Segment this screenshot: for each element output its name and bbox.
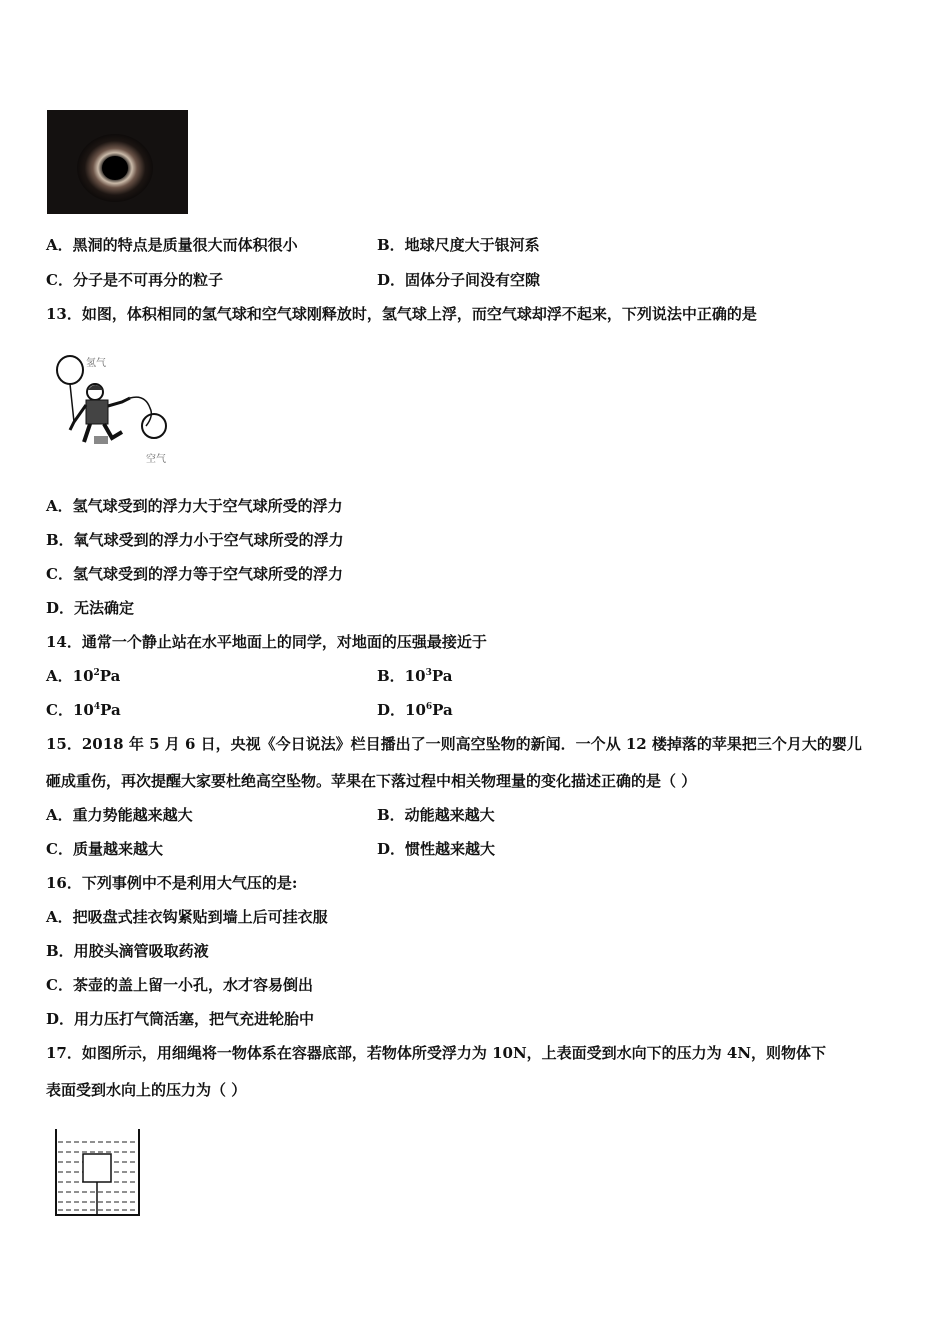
hydrogen-label: 氢气 [86,358,106,369]
q13-option-d: D．无法确定 [46,599,135,617]
q14-a-base: A．10 [46,667,94,685]
q14-a-exp: 2 [93,668,100,678]
q16-option-b: B．用胶头滴管吸取药液 [46,942,209,960]
q15-stem-line2: 砸成重伤，再次提醒大家要杜绝高空坠物。苹果在下落过程中相关物理量的变化描述正确的是（ ） [46,772,697,790]
q14-c-unit: Pa [100,701,121,719]
q15-option-c: C．质量越来越大 [46,840,163,858]
black-hole-image [47,110,188,214]
q16-stem: 16．下列事例中不是利用大气压的是: [46,874,298,892]
q14-b-exp: 3 [425,668,432,678]
q12-option-c: C．分子是不可再分的粒子 [46,271,223,289]
q14-c-exp: 4 [93,702,101,712]
q14-d-unit: Pa [432,701,453,719]
container-figure [55,1128,141,1218]
q12-option-b: B．地球尺度大于银河系 [377,236,540,254]
air-label: 空气 [146,454,166,465]
q13-option-a: A．氢气球受到的浮力大于空气球所受的浮力 [46,497,343,515]
q14-option-a [46,666,120,686]
q14-option-b [377,666,452,686]
q16-option-a: A．把吸盘式挂衣钩紧贴到墙上后可挂衣服 [46,908,328,926]
q14-b-unit: Pa [431,667,453,685]
q16-option-c: C．茶壶的盖上留一小孔，水才容易倒出 [46,976,313,994]
q14-d-base: D．10 [377,701,426,719]
q13-option-c: C．氢气球受到的浮力等于空气球所受的浮力 [46,565,343,583]
q14-a-unit: Pa [99,667,121,685]
q14-b-base: B．10 [377,667,426,685]
q13-option-b: B．氧气球受到的浮力小于空气球所受的浮力 [46,531,344,549]
q17-stem-line1: 17．如图所示，用细绳将一物体系在容器底部，若物体所受浮力为 10N，上表面受到水向下的压力为 4N，则物体下 [46,1044,827,1062]
q17-stem-line2: 表面受到水向上的压力为（ ） [46,1081,247,1099]
q14-c-base: C．10 [46,701,94,719]
q16-option-d: D．用力压打气筒活塞，把气充进轮胎中 [46,1010,315,1028]
q15-stem-line1: 15．2018 年 5 月 6 日，央视《今日说法》栏目播出了一则高空坠物的新闻．一个从 12 楼掉落的苹果把三个月大的婴儿 [46,735,862,753]
q14-option-c [46,700,121,720]
q12-option-a: A．黑洞的特点是质量很大而体积很小 [46,236,298,254]
q15-option-b: B．动能越来越大 [377,806,495,824]
q12-option-d: D．固体分子间没有空隙 [377,271,541,289]
q15-option-a: A．重力势能越来越大 [46,806,193,824]
balloons-figure [50,350,180,465]
q14-option-d [377,700,453,720]
q13-stem: 13．如图，体积相同的氢气球和空气球刚释放时，氢气球上浮，而空气球却浮不起来，下列说法中正确的是 [46,305,757,323]
q14-stem: 14．通常一个静止站在水平地面上的同学，对地面的压强最接近于 [46,633,487,651]
q15-option-d: D．惯性越来越大 [377,840,496,858]
q14-d-exp: 6 [425,702,433,712]
